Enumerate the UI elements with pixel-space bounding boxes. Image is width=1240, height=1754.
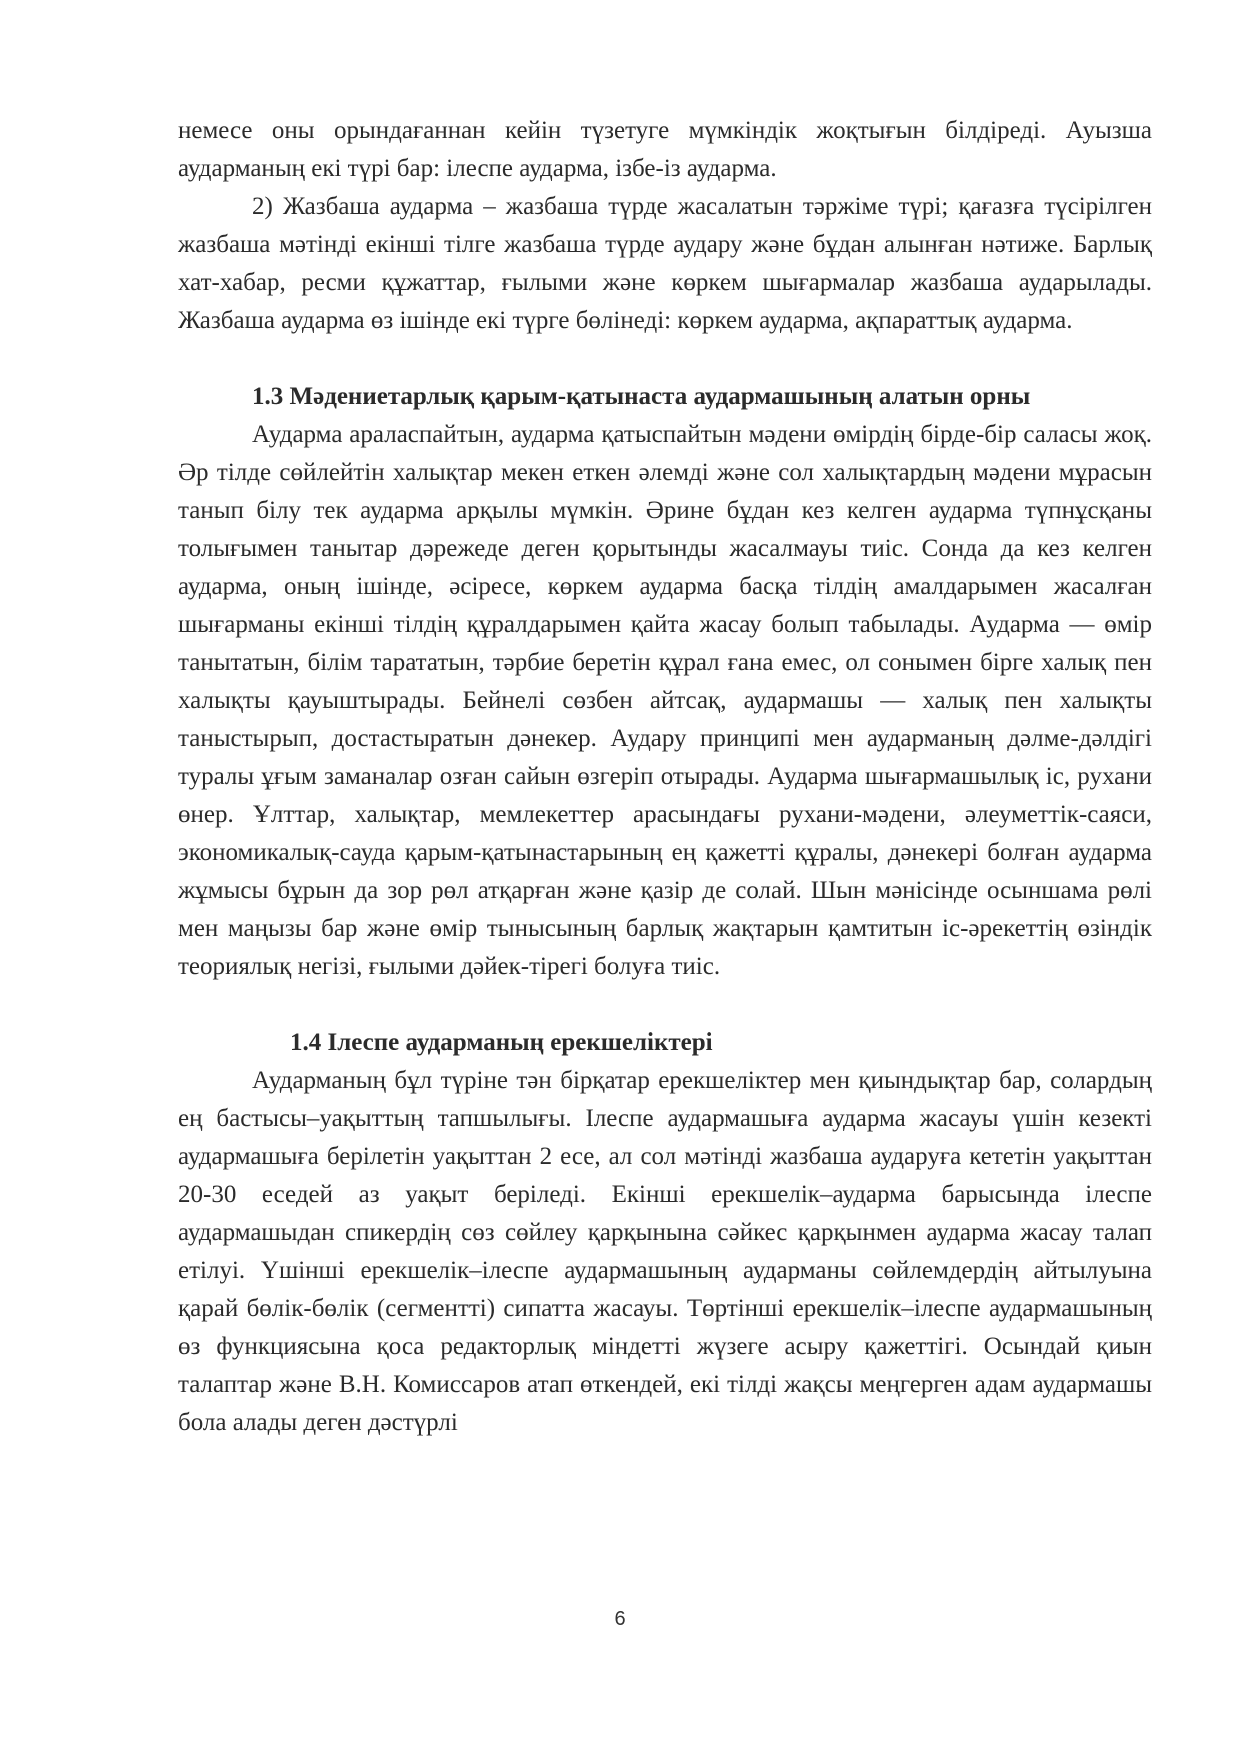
body-paragraph-written-translation: 2) Жазбаша аударма – жазбаша түрде жасалатын тәржіме түрі; қағазға түсірілген жазбаша мәтінді екінші тілге жазбаша түрде аудару және бұдан алынған нәтиже. Барлық хат-хабар, ресми құжаттар, ғылыми және көркем шығармалар жазбаша аударылады. Жазбаша аударма өз ішінде екі түрге бөлінеді: көркем аударма, ақпараттық аударма. (178, 193, 1152, 334)
document-page (178, 112, 1152, 1442)
section-heading-1-4: 1.4 Ілеспе аударманың ерекшеліктері (290, 1029, 713, 1056)
page-number: 6 (614, 1608, 626, 1630)
section-1-3-body: Аударма араласпайтын, аударма қатыспайтын мәдени өмірдің бірде-бір саласы жоқ. Әр тілде сөйлейтін халықтар мекен еткен әлемді және сол халықтардың мәдени мұрасын танып білу тек аударма арқылы мүмкін. Әрине бұдан кез келген аударма түпнұсқаны толығымен танытар дәрежеде деген қорытынды жасалмауы тиіс. Сонда да кез келген аударма, оның ішінде, әсіресе, көркем аударма басқа тілдің амалдарымен жасалған шығарманы екінші тілдің құралдарымен қайта жасау болып табылады. Аударма — өмір танытатын, білім тарататын, тәрбие беретін құрал ғана емес, ол сонымен бірге халық пен халықты қауыштырады. Бейнелі сөзбен айтсақ, аудармашы — халық пен халықты таныстырып, достастыратын дәнекер. Аудару принципі мен аударманың дәлме-дәлдігі туралы ұғым заманалар озған сайын өзгеріп отырады. Аударма шығармашылық іс, рухани өнер. Ұлттар, халықтар, мемлекеттер арасындағы рухани-мәдени, әлеуметтік-саяси, экономикалық-сауда қарым-қатынастарының ең қажетті құралы, дәнекері болған аударма жұмысы бұрын да зор рөл атқарған және қазір де солай. Шын мәнісінде осыншама рөлі мен маңызы бар және өмір тынысының барлық жақтарын қамтитын іс-әрекеттің өзіндік теориялық негізі, ғылыми дәйек-тірегі болуға тиіс. (178, 421, 1152, 980)
body-paragraph-continuation: немесе оны орындағаннан кейін түзетуге мүмкіндік жоқтығын білдіреді. Ауызша аударманың екі түрі бар: ілеспе аударма, ізбе-із аударма. (178, 117, 1152, 182)
section-heading-1-3: 1.3 Мәдениетарлық қарым-қатынаста аудармашының алатын орны (252, 383, 1031, 410)
section-1-4-body: Аударманың бұл түріне тән бірқатар ерекшеліктер мен қиындықтар бар, солардың ең бастысы–уақыттың тапшылығы. Ілеспе аудармашыға аударма жасауы үшін кезекті аудармашыға берілетін уақыттан 2 есе, ал сол мәтінді жазбаша аударуға кететін уақыттан 20-30 еседей аз уақыт беріледі. Екінші ерекшелік–аударма барысында ілеспе аудармашыдан спикердің сөз сөйлеу қарқынына сәйкес қарқынмен аударма жасау талап етілуі. Үшінші ерекшелік–ілеспе аудармашының аударманы сөйлемдердің айтылуына қарай бөлік-бөлік (сегментті) сипатта жасауы. Төртінші ерекшелік–ілеспе аудармашының өз функциясына қоса редакторлық міндетті жүзеге асыру қажеттігі. Осындай қиын талаптар және В.Н. Комиссаров атап өткендей, екі тілді жақсы меңгерген адам аудармашы бола алады деген дәстүрлі (178, 1067, 1152, 1436)
